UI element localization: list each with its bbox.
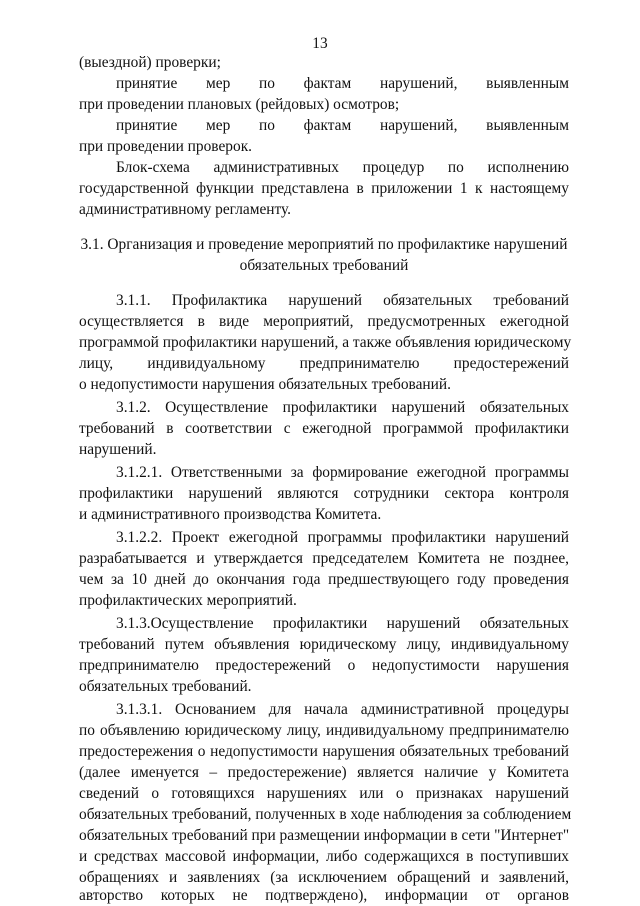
- text-line: обязательных требований при размещении информации в сети "Интернет": [79, 827, 570, 844]
- text-line: предпринимателю предостережений о недопустимости нарушения: [79, 657, 569, 674]
- text-line: по объявлению юридическому лицу, индивидуальному предпринимателю: [79, 722, 569, 739]
- text-line: обязательных требований, полученных в ходе наблюдения за соблюдением: [79, 806, 572, 823]
- text-line: лицу, индивидуальному предпринимателю предостережений: [79, 355, 569, 372]
- text-line: 3.1.3.Осуществление профилактики нарушений обязательных: [116, 615, 569, 632]
- text-line: требований в соответствии с ежегодной программой профилактики: [79, 420, 569, 437]
- text-line: предостережения о недопустимости нарушения обязательных требований: [79, 743, 569, 760]
- text-line: чем за 10 дней до окончания года предшествующего году проведения: [79, 571, 569, 588]
- section-heading: обязательных требований: [239, 257, 409, 274]
- text-line: обязательных требований.: [79, 678, 252, 695]
- text-line: разрабатывается и утверждается председателем Комитета не позднее,: [79, 550, 569, 567]
- text-line: программой профилактики нарушений, а также объявления юридическому: [79, 334, 572, 351]
- text-line: при проведении плановых (рейдовых) осмотров;: [79, 96, 400, 113]
- text-line: профилактики нарушений являются сотрудники сектора контроля: [79, 485, 569, 502]
- text-line: авторство которых не подтверждено), информации от органов: [79, 887, 569, 904]
- text-line: (выездной) проверки;: [79, 54, 221, 71]
- text-line: административному регламенту.: [79, 201, 292, 218]
- text-line: государственной функции представлена в приложении 1 к настоящему: [79, 180, 569, 197]
- text-line: и административного производства Комитета.: [79, 506, 382, 523]
- text-line: обращениях и заявлениях (за исключением обращений и заявлений,: [79, 869, 569, 886]
- text-line: Блок-схема административных процедур по исполнению: [116, 159, 569, 176]
- text-line: 3.1.2.2. Проект ежегодной программы профилактики нарушений: [116, 529, 569, 546]
- text-line: профилактических мероприятий.: [79, 592, 297, 609]
- text-line: принятие мер по фактам нарушений, выявленным: [116, 117, 569, 134]
- text-line: 3.1.2.1. Ответственными за формирование ежегодной программы: [116, 464, 569, 481]
- text-line: (далее именуется – предостережение) является наличие у Комитета: [79, 764, 569, 781]
- text-line: нарушений.: [79, 441, 157, 458]
- text-line: требований путем объявления юридическому лицу, индивидуальному: [79, 636, 569, 653]
- section-heading: 3.1. Организация и проведение мероприятий по профилактике нарушений: [80, 236, 568, 253]
- text-line: 3.1.2. Осуществление профилактики нарушений обязательных: [116, 399, 569, 416]
- text-line: 3.1.1. Профилактика нарушений обязательных требований: [116, 292, 569, 309]
- page-number: 13: [312, 35, 328, 52]
- text-line: при проведении проверок.: [79, 138, 253, 155]
- text-line: принятие мер по фактам нарушений, выявленным: [116, 75, 569, 92]
- text-line: 3.1.3.1. Основанием для начала административной процедуры: [116, 701, 569, 718]
- text-line: о недопустимости нарушения обязательных требований.: [79, 376, 451, 393]
- text-line: сведений о готовящихся нарушениях или о признаках нарушений: [79, 785, 569, 802]
- text-line: и средствах массовой информации, либо содержащихся в поступивших: [79, 848, 569, 865]
- text-line: осуществляется в виде мероприятий, предусмотренных ежегодной: [79, 313, 569, 330]
